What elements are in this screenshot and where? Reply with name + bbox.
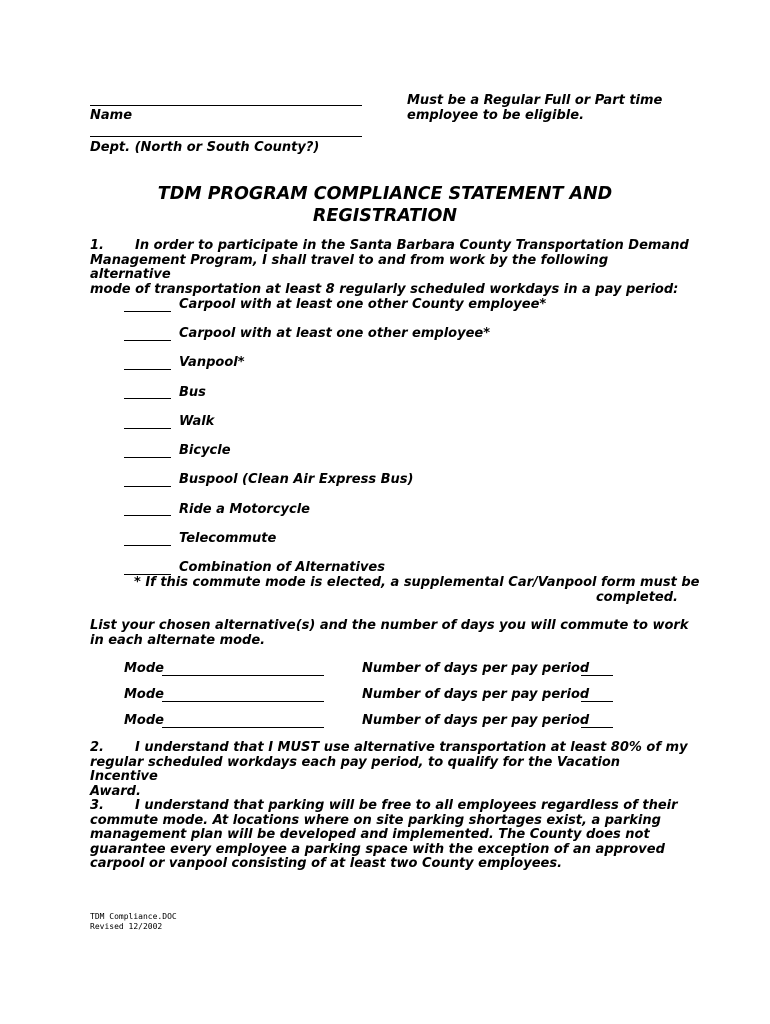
- dept-signature-line[interactable]: [90, 136, 362, 137]
- option-blank-buspool[interactable]: [124, 486, 171, 487]
- section-2: [90, 741, 690, 799]
- section-1-line-2: Management Program, I shall travel to and from work by the following alternative: [90, 252, 609, 282]
- eligibility-line-2: employee to be eligible.: [407, 108, 585, 123]
- title-line-1: TDM PROGRAM COMPLIANCE STATEMENT AND: [157, 184, 613, 204]
- option-buspool: Buspool (Clean Air Express Bus): [179, 472, 414, 487]
- section-3-line-4: guarantee every employee a parking space with the exception of an approved: [90, 841, 665, 857]
- mode-label-1: Mode: [124, 661, 164, 676]
- mode-label-3: Mode: [124, 713, 164, 728]
- section-2-line-3: Award.: [90, 783, 141, 799]
- section-1-number: 1.: [90, 238, 104, 253]
- option-blank-bus[interactable]: [124, 398, 171, 399]
- option-walk: Walk: [179, 414, 215, 429]
- option-blank-walk[interactable]: [124, 428, 171, 429]
- section-1-line-1: In order to participate in the Santa Barbara County Transportation Demand: [135, 238, 689, 253]
- section-2-number: 2.: [90, 740, 104, 755]
- option-blank-vanpool[interactable]: [124, 369, 171, 370]
- footnote-line-2: completed.: [595, 590, 678, 605]
- option-motorcycle: Ride a Motorcycle: [179, 502, 310, 517]
- eligibility-note: [407, 93, 662, 123]
- days-label-3: Number of days per pay period: [362, 713, 590, 728]
- section-3: [90, 799, 690, 872]
- section-1: [90, 239, 690, 297]
- section-1-line-3: mode of transportation at least 8 regularly scheduled workdays in a pay period:: [90, 281, 679, 297]
- option-blank-bicycle[interactable]: [124, 457, 171, 458]
- section-3-line-2: commute mode. At locations where on site parking shortages exist, a parking: [90, 812, 661, 828]
- eligibility-line-1: Must be a Regular Full or Part time: [407, 93, 663, 108]
- option-blank-carpool-other[interactable]: [124, 340, 171, 341]
- footnote-line-1: * If this commute mode is elected, a supplemental Car/Vanpool form must be: [134, 575, 700, 590]
- document-footer: [90, 912, 177, 932]
- list-instructions-line-2: in each alternate mode.: [90, 632, 266, 648]
- title-line-2: REGISTRATION: [312, 206, 458, 226]
- option-combination: Combination of Alternatives: [179, 560, 385, 575]
- days-input-1[interactable]: [581, 675, 613, 676]
- days-input-2[interactable]: [581, 701, 613, 702]
- option-blank-motorcycle[interactable]: [124, 515, 171, 516]
- footer-revised: Revised 12/2002: [90, 922, 163, 931]
- mode-input-1[interactable]: [162, 675, 324, 676]
- option-telecommute: Telecommute: [179, 531, 277, 546]
- option-carpool-other: Carpool with at least one other employee*: [179, 326, 491, 341]
- option-carpool-county: Carpool with at least one other County employee*: [179, 297, 547, 312]
- list-instructions: [90, 619, 690, 648]
- option-vanpool: Vanpool*: [179, 355, 245, 370]
- option-blank-carpool-county[interactable]: [124, 311, 171, 312]
- section-3-number: 3.: [90, 798, 104, 813]
- mode-label-2: Mode: [124, 687, 164, 702]
- footer-filename: TDM Compliance.DOC: [90, 912, 177, 921]
- name-signature-line[interactable]: [90, 105, 362, 106]
- option-bicycle: Bicycle: [179, 443, 231, 458]
- section-3-line-5: carpool or vanpool consisting of at least two County employees.: [90, 856, 563, 871]
- mode-input-3[interactable]: [162, 727, 324, 728]
- days-label-2: Number of days per pay period: [362, 687, 590, 702]
- section-3-line-1: I understand that parking will be free to all employees regardless of their: [135, 798, 678, 813]
- section-2-line-1: I understand that I MUST use alternative transportation at least 80% of my: [135, 740, 688, 755]
- mode-input-2[interactable]: [162, 701, 324, 702]
- days-input-3[interactable]: [581, 727, 613, 728]
- option-bus: Bus: [179, 385, 206, 400]
- list-instructions-line-1: List your chosen alternative(s) and the number of days you will commute to work: [90, 618, 689, 633]
- section-2-line-2: regular scheduled workdays each pay period, to qualify for the Vacation Incentive: [90, 754, 621, 784]
- dept-label: Dept. (North or South County?): [90, 140, 320, 155]
- days-label-1: Number of days per pay period: [362, 661, 590, 676]
- name-label: Name: [90, 108, 133, 123]
- option-blank-telecommute[interactable]: [124, 545, 171, 546]
- section-3-line-3: management plan will be developed and implemented. The County does not: [90, 827, 650, 842]
- page-title: [0, 183, 770, 227]
